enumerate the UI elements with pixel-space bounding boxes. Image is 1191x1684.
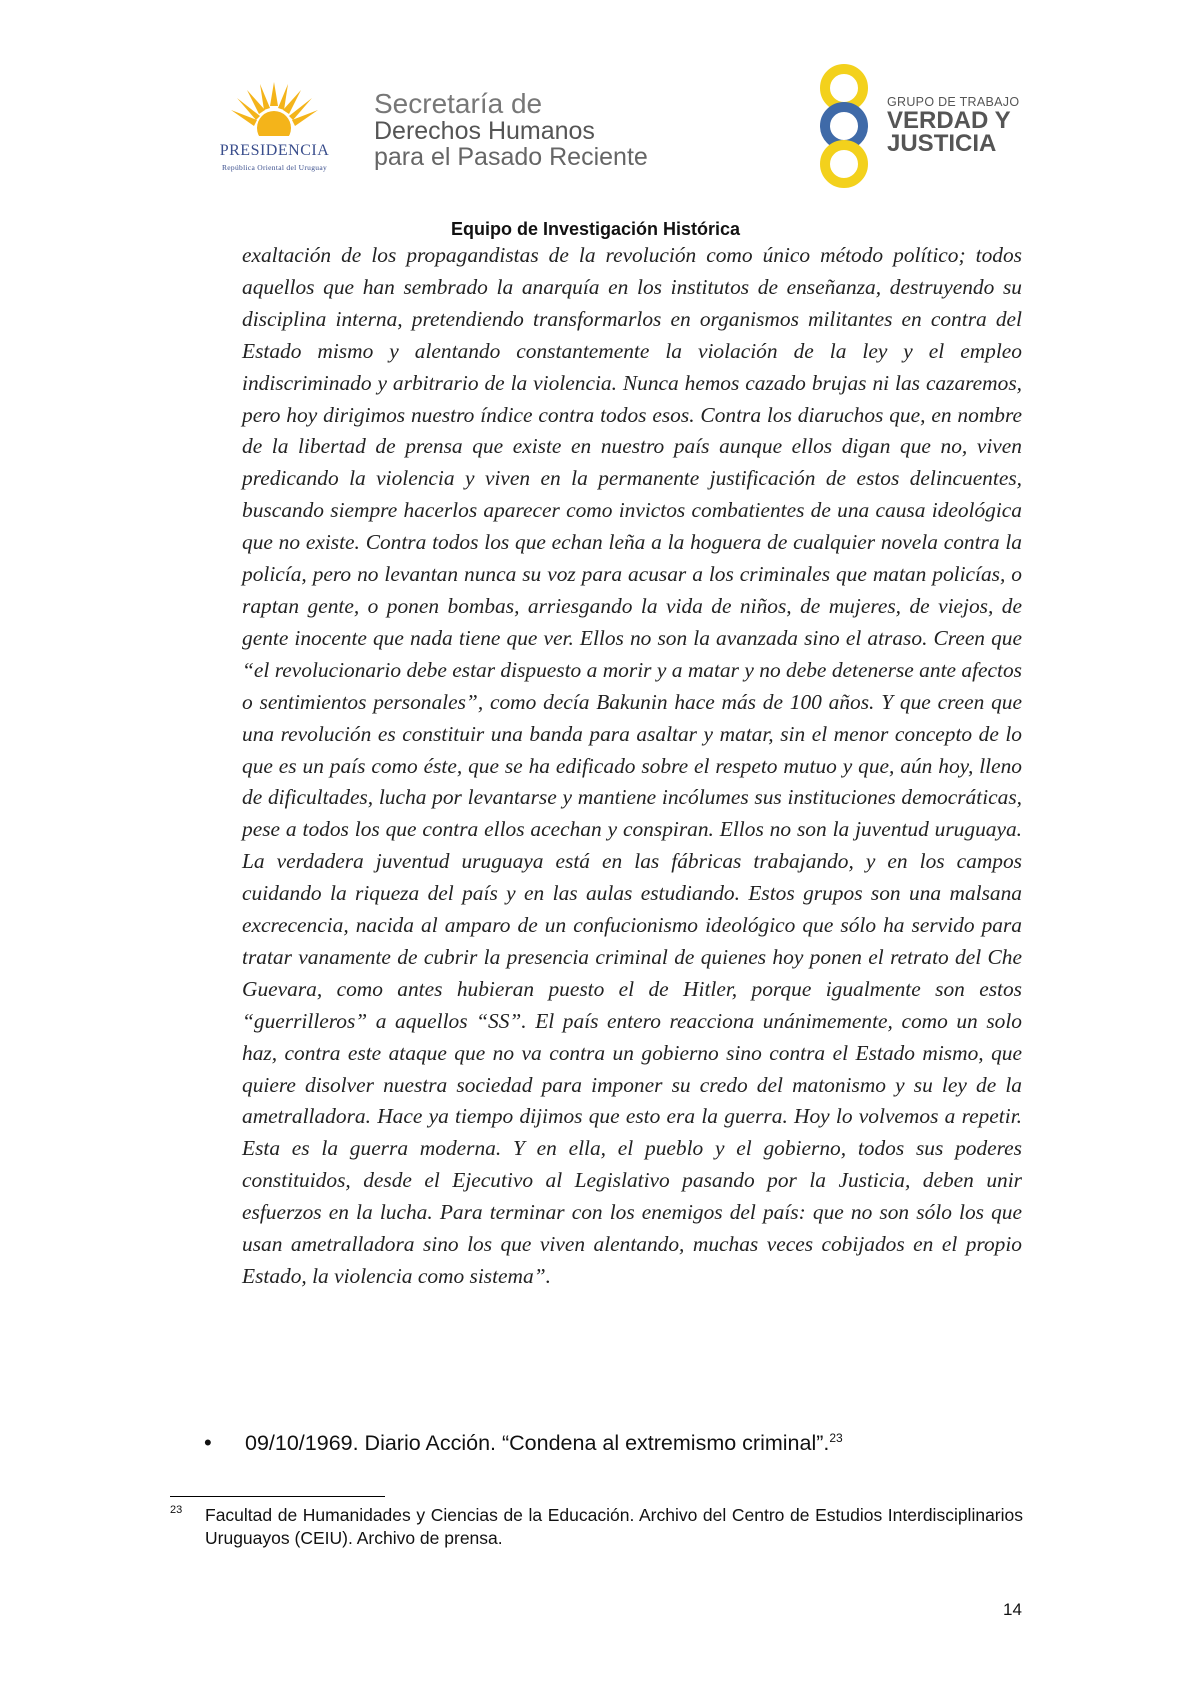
- bullet-item-text: 09/10/1969. Diario Acción. “Condena al extremismo criminal”.: [245, 1431, 830, 1456]
- sun-icon: [227, 80, 322, 142]
- footnote-number: 23: [170, 1504, 183, 1516]
- linked-rings-icon: [808, 64, 888, 189]
- secretaria-line-2: Derechos Humanos: [374, 117, 595, 145]
- footnote-reference: 23: [829, 1431, 843, 1445]
- grupo-trabajo-label: GRUPO DE TRABAJO: [887, 95, 1020, 109]
- footnote-text: Facultad de Humanidades y Ciencias de la Educación. Archivo del Centro de Estudios Interdisciplinarios Uruguayos (CEIU). Archivo de prensa.: [205, 1505, 1023, 1548]
- footnote-separator: [170, 1496, 385, 1497]
- presidencia-name: PRESIDENCIA: [219, 142, 330, 159]
- secretaria-title: [374, 90, 648, 170]
- team-title: Equipo de Investigación Histórica: [450, 219, 741, 239]
- bullet-symbol: •: [204, 1430, 212, 1455]
- page-number: 14: [1003, 1600, 1022, 1619]
- presidencia-logo: [197, 80, 352, 180]
- bullet-item: [245, 1431, 843, 1456]
- quote-paragraph: exaltación de los propagandistas de la revolución como único método político; todos aquellos que han sembrado la anarquía en los institutos de enseñanza, destruyendo su disciplina interna, pretendiendo transformarlos en organismos militantes en contra del Estado mismo y alentando constantemente la violación de la ley y el empleo indiscriminado y arbitrario de la violencia. Nunca hemos cazado brujas ni las cazaremos, pero hoy dirigimos nuestro índice contra todos esos. Contra los diaruchos que, en nombre de la libertad de prensa que existe en nuestro país aunque ellos digan que no, viven predicando la violencia y viven en la permanente justificación de estos delincuentes, buscando siempre hacerlos aparecer como invictos combatientes de una causa ideológica que no existe. Contra todos los que echan leña a la hoguera de cualquier novela contra la policía, pero no levantan nunca su voz para acusar a los criminales que matan policías, o raptan gente, o ponen bombas, arriesgando la vida de niños, de mujeres, de viejos, de gente inocente que nada tiene que ver. Ellos no son la avanzada sino el atraso. Creen que “el revolucionario debe estar dispuesto a morir y a matar y no debe detenerse ante afectos o sentimientos personales”, como decía Bakunin hace más de 100 años. Y que creen que una revolución es constituir una banda para asaltar y matar, sin el menor concepto de lo que es un país como éste, que se ha edificado sobre el respeto mutuo y que, aún hoy, lleno de dificultades, lucha por levantarse y mantiene incólumes sus instituciones democráticas, pese a todos los que contra ellos acechan y conspiran. Ellos no son la juventud uruguaya. La verdadera juventud uruguaya está en las fábricas trabajando, y en los campos cuidando la riqueza del país y en las aulas estudiando. Estos grupos son una malsana excrecencia, nacida al amparo de un confucionismo ideológico que sólo ha servido para tratar vanamente de cubrir la presencia criminal de quienes hoy ponen el retrato del Che Guevara, como antes hubieran puesto el de Hitler, porque igualmente son estos “guerrilleros” a aquellos “SS”. El país entero reacciona unánimemente, como un solo haz, contra este ataque que no va contra un gobierno sino contra el Estado mismo, que quiere disolver nuestra sociedad para imponer su credo del matonismo y su ley de la ametralladora. Hace ya tiempo dijimos que esto era la guerra. Hoy lo volvemos a repetir. Esta es la guerra moderna. Y en ella, el pueblo y el gobierno, todos sus poderes constituidos, desde el Ejecutivo al Legislativo pasando por la Justicia, deben unir esfuerzos en la lucha. Para terminar con los enemigos del país: que no son sólo los que usan ametralladora sino los que viven alentando, muchas veces cobijados en el propio Estado, la violencia como sistema”.: [242, 243, 1022, 1288]
- secretaria-line-1: Secretaría de: [374, 88, 543, 119]
- secretaria-line-3: para el Pasado Reciente: [374, 143, 648, 171]
- verdad-justicia-logo: [808, 64, 1048, 189]
- verdad-label: VERDAD Y: [887, 107, 1011, 134]
- justicia-label: JUSTICIA: [887, 130, 997, 157]
- presidencia-subtitle: República Oriental del Uruguay: [221, 163, 327, 172]
- page-header: [0, 0, 1191, 230]
